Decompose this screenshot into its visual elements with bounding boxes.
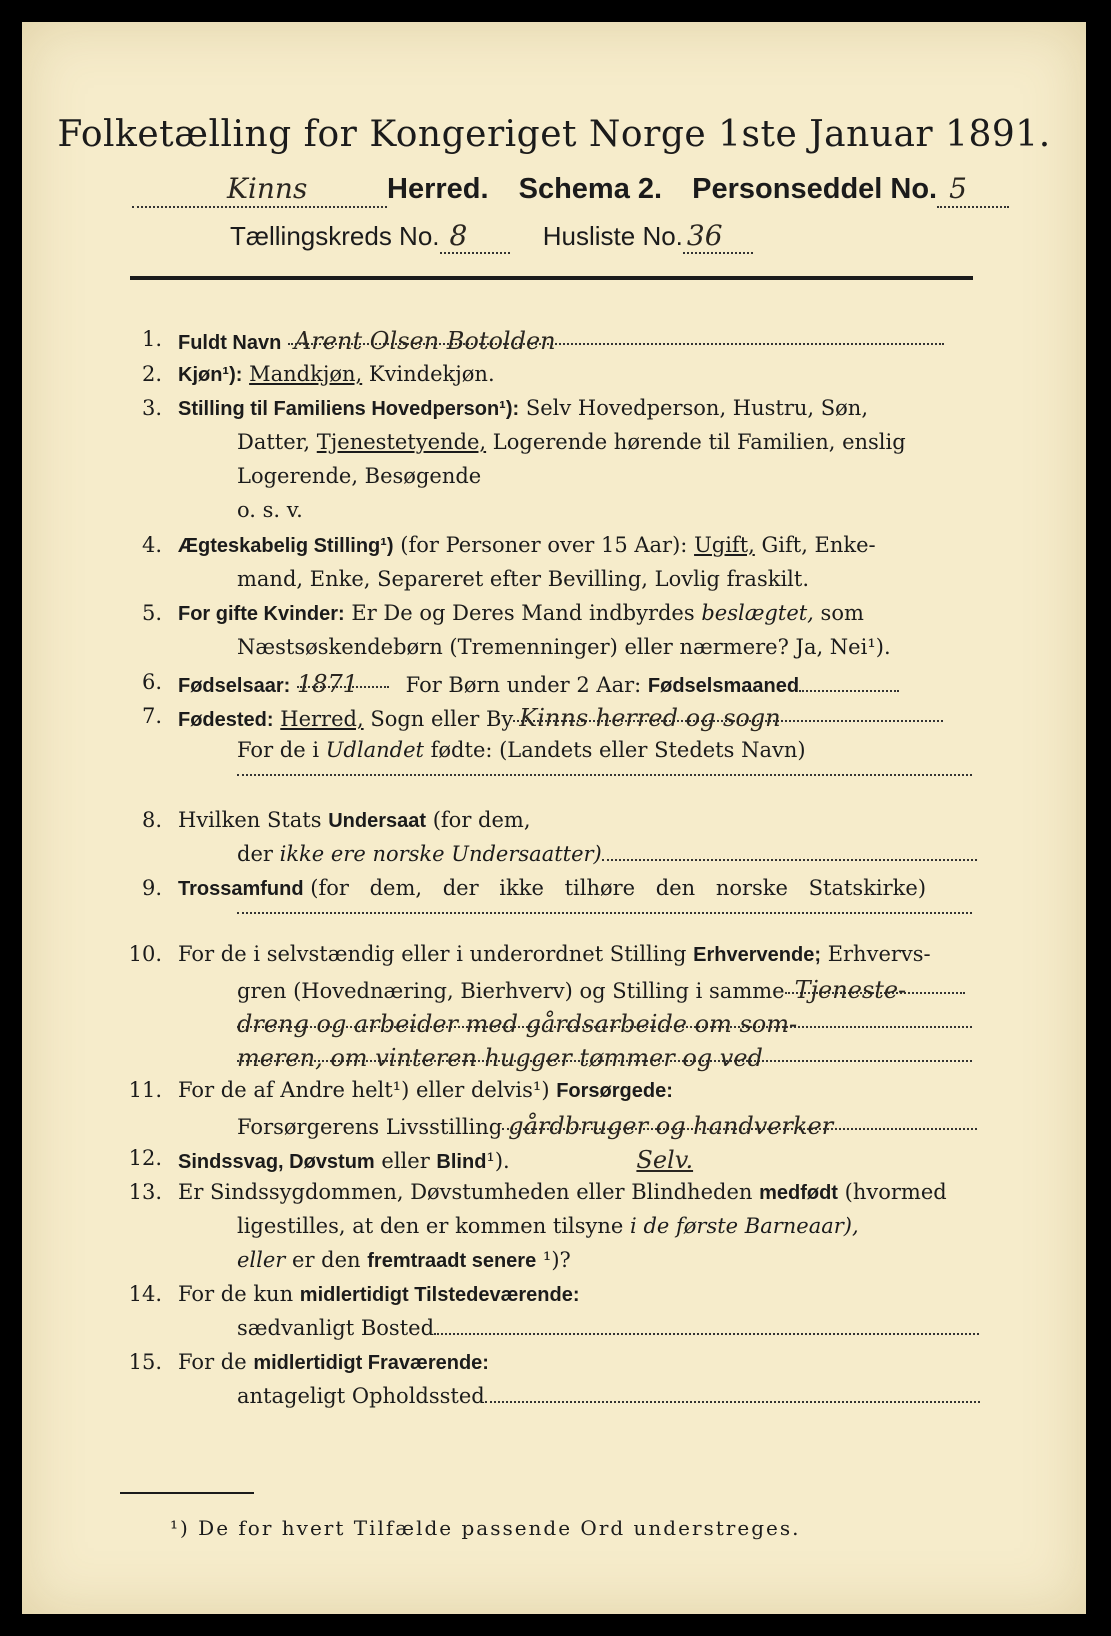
birthplace-field (513, 704, 943, 732)
item-number: 14. (128, 1282, 162, 1306)
herred-line (132, 172, 1009, 208)
personseddel-label: Personseddel No. (692, 173, 938, 205)
item-5-text: Er De og Deres Mand indbyrdes (351, 601, 695, 625)
label-undersaat: Undersaat (328, 810, 427, 832)
item-3-line-2-text (237, 430, 906, 454)
item-10-gren: gren (Hovednæring, Bierhverv) og Stilling i samme (237, 979, 785, 1003)
footnote: ¹) De for hvert Tilfælde passende Ord understreges. (170, 1516, 801, 1540)
item-15-opholdssted: antageligt Opholdssted (237, 1384, 485, 1408)
item-13-italic: i de første Barneaar), (630, 1214, 859, 1238)
herred-value: Kinns (227, 172, 308, 205)
provider-value: gårdbruger og handverker (508, 1112, 834, 1140)
item-number: 7. (141, 704, 162, 728)
item-10-text: For de i selvstændig eller i underordnet Stilling (178, 942, 687, 966)
item-9-text: (for dem, der ikke tilhøre den norske Statskirke) (310, 876, 927, 900)
option-datter: Datter, (237, 430, 311, 454)
option-logerende: Logerende hørende til Familien, enslig (492, 430, 906, 454)
item-13-er-den: er den (292, 1248, 361, 1272)
item-number: 3. (141, 396, 162, 420)
label-forsorgede: Forsørgede: (556, 1080, 673, 1102)
item-2-text (178, 362, 495, 387)
occupation-field-3 (237, 1044, 972, 1072)
item-4-line-2-text: mand, Enke, Separeret efter Bevilling, Lovlig fraskilt. (237, 567, 810, 591)
label-erhvervende: Erhvervende; (693, 944, 821, 966)
birth-year-field (296, 670, 389, 698)
item-7-line-1 (178, 704, 943, 732)
provider-field (502, 1112, 977, 1140)
husliste-label: Husliste No. (542, 221, 683, 251)
item-7-for-de-i: For de i (237, 738, 320, 762)
census-form-sheet (22, 22, 1086, 1614)
occupation-field-2 (237, 1010, 972, 1038)
name-value: Arent Olsen Botolden (294, 327, 556, 355)
form-title: Folketælling for Kongeriget Norge 1ste Januar 1891. (57, 114, 1051, 155)
label-trossamfund: Trossamfund (178, 878, 304, 900)
item-number: 4. (141, 533, 162, 557)
item-number: 5. (141, 601, 162, 625)
item-12-tail: ¹). (486, 1149, 510, 1173)
option-herred: Herred, (280, 707, 364, 731)
item-11-livsstilling: Forsørgerens Livsstilling (237, 1115, 503, 1139)
item-8-line-1 (178, 808, 531, 833)
item-number: 12. (128, 1146, 162, 1170)
husliste-field (683, 219, 753, 254)
occupation-value-3: meren, om vinteren hugger tømmer og ved (237, 1044, 763, 1072)
item-7-udlandet: Udlandet (325, 738, 424, 762)
label-medfodt: medfødt (759, 1182, 838, 1204)
item-15-line-1 (178, 1350, 489, 1375)
bosted-field (434, 1317, 979, 1335)
name-field (288, 327, 944, 355)
option-kvindekjon: Kvindekjøn. (368, 362, 495, 386)
item-4-line-1 (178, 533, 876, 558)
item-14-line-1 (178, 1282, 579, 1307)
option-mandkjon: Mandkjøn, (249, 362, 363, 386)
header-divider (130, 276, 973, 280)
item-11-line-2-text (237, 1112, 977, 1139)
item-8-der: der (237, 842, 273, 866)
item-11-text: For de af Andre helt¹) eller delvis¹) (178, 1078, 550, 1102)
item-8-for-dem: (for dem, (432, 808, 531, 832)
item-7-text: Sogn eller By (370, 707, 514, 731)
item-12-line (178, 1146, 693, 1174)
item-10-line-1 (178, 942, 931, 967)
item-11-line-1 (178, 1078, 673, 1103)
personseddel-field (937, 172, 1009, 208)
item-number: 15. (128, 1350, 162, 1374)
label-kjon: Kjøn¹): (178, 364, 243, 386)
disability-value: Selv. (636, 1146, 694, 1174)
label-fremtraadt-senere: fremtraadt senere (367, 1250, 537, 1272)
kreds-field (440, 219, 510, 254)
item-3-line-1 (178, 396, 868, 421)
label-fuldt-navn: Fuldt Navn (178, 332, 282, 354)
item-13-ligestilles: ligestilles, at den er kommen tilsyne (237, 1214, 624, 1238)
kreds-line (230, 219, 753, 254)
item-3-line-3-text: Logerende, Besøgende (237, 464, 482, 488)
label-midlertidigt-tilstedevaerende: midlertidigt Tilstedeværende: (299, 1284, 580, 1306)
item-5-line-1 (178, 601, 864, 626)
item-1-text (178, 327, 944, 355)
item-number: 11. (128, 1078, 162, 1102)
item-8-italic: ikke ere norske Undersaatter) (279, 842, 602, 866)
occupation-value-2: dreng og arbeider med gårdsarbeide om som- (237, 1010, 798, 1038)
schema-label: Schema 2. (518, 173, 663, 205)
item-6-line (178, 670, 899, 698)
item-number: 10. (128, 942, 162, 966)
item-14-text: For de kun (178, 1282, 294, 1306)
item-number: 8. (141, 808, 162, 832)
item-number: 2. (141, 362, 162, 386)
item-number: 1. (141, 327, 162, 351)
opholdssted-field (485, 1385, 980, 1403)
item-13-line-2-text (237, 1214, 859, 1238)
item-5-line-2-text: Næstsøskendebørn (Tremenninger) eller nærmere? Ja, Nei¹). (237, 635, 891, 659)
undersaat-field (602, 843, 977, 861)
item-3-line-4-text: o. s. v. (237, 498, 303, 522)
footnote-divider (120, 1492, 254, 1494)
item-15-text: For de (178, 1350, 247, 1374)
item-13-eller: eller (237, 1248, 286, 1272)
item-14-bosted: sædvanligt Bosted (237, 1316, 435, 1340)
herred-label: Herred. (387, 173, 489, 205)
label-aegteskabelig-stilling: Ægteskabelig Stilling¹) (178, 535, 394, 557)
occupation-value-1: Tjeneste- (794, 976, 907, 1004)
herred-field (132, 172, 387, 208)
item-6-text: For Børn under 2 Aar: (405, 673, 642, 697)
birth-year-value: 1871 (296, 670, 359, 698)
label-fodested: Fødested: (178, 709, 274, 731)
label-blind: Blind (436, 1151, 487, 1173)
item-13-line-3-text (237, 1248, 571, 1273)
item-15-line-2-text (237, 1384, 980, 1408)
option-ugift: Ugift, (694, 533, 755, 557)
item-number: 6. (141, 670, 162, 694)
item-13-text: Er Sindssygdommen, Døvstumheden eller Blindheden (178, 1180, 753, 1204)
item-5-som: som (820, 601, 864, 625)
item-7-fodte: fødte: (Landets eller Stedets Navn) (430, 738, 806, 762)
birthplace-value: Kinns herred og sogn (519, 704, 781, 732)
kreds-label: Tællingskreds No. (230, 221, 440, 251)
label-sindssvag-dovstum: Sindssvag, Døvstum (178, 1151, 375, 1173)
item-10-line-2-text (237, 976, 965, 1003)
item-5-italic: beslægtet, (701, 601, 814, 625)
item-12-eller: eller (381, 1149, 430, 1173)
kreds-value: 8 (449, 219, 468, 252)
item-13-hvormed: (hvormed (844, 1180, 947, 1204)
item-4-text: (for Personer over 15 Aar): (400, 533, 688, 557)
option-gift: Gift, Enke- (761, 533, 876, 557)
personseddel-value: 5 (949, 172, 967, 205)
item-8-line-2-text (237, 842, 977, 866)
husliste-value: 36 (686, 219, 723, 252)
item-13-tail: ¹)? (542, 1248, 571, 1272)
foreign-birthplace-field (237, 758, 972, 776)
item-14-line-2-text (237, 1316, 979, 1340)
label-midlertidigt-fravaerende: midlertidigt Fraværende: (253, 1352, 489, 1374)
label-fodselsaar: Fødselsaar: (178, 675, 291, 697)
item-number: 9. (141, 876, 162, 900)
item-13-line-1 (178, 1180, 947, 1205)
label-stilling-hovedperson: Stilling til Familiens Hovedperson¹): (178, 398, 520, 420)
item-10-erhvervs: Erhvervs- (827, 942, 931, 966)
item-8-text: Hvilken Stats (178, 808, 322, 832)
label-gifte-kvinder: For gifte Kvinder: (178, 603, 345, 625)
trossamfund-field (237, 896, 972, 914)
option-tjenestetyende: Tjenestetyende, (316, 430, 487, 454)
birth-month-field (799, 674, 899, 692)
occupation-field (785, 976, 965, 1004)
item-3-options: Selv Hovedperson, Hustru, Søn, (525, 396, 869, 420)
item-number: 13. (128, 1180, 162, 1204)
label-fodselsmaaned: Fødselsmaaned (647, 675, 800, 697)
